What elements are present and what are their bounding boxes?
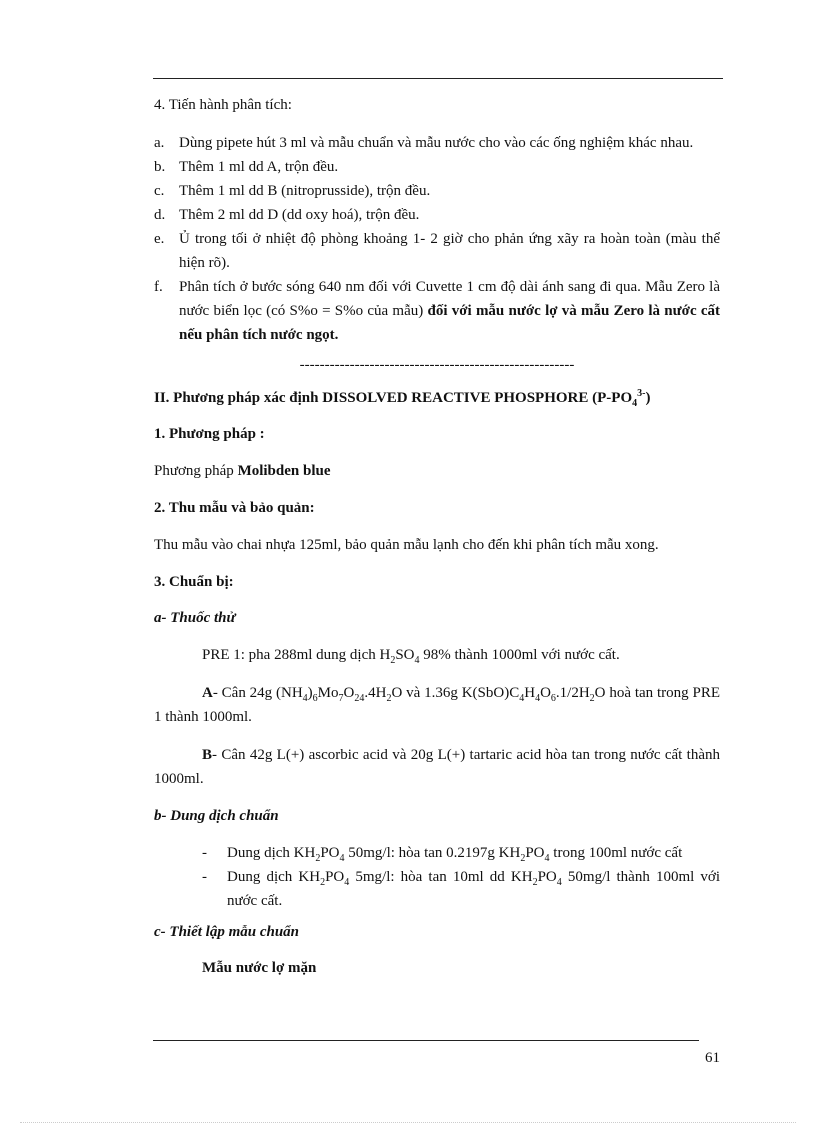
step-f: f. Phân tích ở bước sóng 640 nm đối với Cuvette 1 cm độ dài ánh sang đi qua. Mẫu Zero là nước biển lọc (có S%o = S%o của mẫu) đối với mẫu nước lợ và mẫu Zero là nước cất nếu phân tích nước ngọt. (154, 279, 720, 343)
page-number: 61 (705, 1050, 720, 1066)
step-e: e. Ủ trong tối ở nhiệt độ phòng khoảng 1- 2 giờ cho phản ứng xãy ra hoàn toàn (màu thể hiện rõ). (154, 231, 720, 271)
step-b: b. Thêm 1 ml dd A, trộn đều. (154, 159, 339, 175)
sampling-heading: 2. Thu mẫu và bảo quản: (154, 500, 315, 516)
standard-solution-heading: b- Dung dịch chuẩn (154, 808, 279, 824)
standard-solutions (202, 841, 720, 913)
standard-5mg: - Dung dịch $KH_2PO_4$ 5mg/l: hòa tan 10ml dd $KH_2PO_4$ 50mg/l thành 100ml với nước cất. (202, 869, 721, 909)
reagent-heading: a- Thuốc thử (154, 610, 236, 626)
standard-50mg: - Dung dịch $KH_2PO_4$ 50mg/l: hòa tan 0.2197g $KH_2PO_4$ trong 100ml nước cất (202, 845, 683, 864)
reagent-a: A- Cân 24g $(NH_4)_6Mo_7O_{24}.4H_2O$ và 1.36g $K(SbO)C_4H_4O_6.1/2H_2O$ hoà tan trong PRE 1 thành 1000ml. (154, 685, 720, 725)
standard-setup-heading: c- Thiết lập mẫu chuẩn (154, 924, 300, 940)
method-heading: 1. Phương pháp : (154, 426, 265, 442)
step-a: a. Dùng pipete hút 3 ml và mẫu chuẩn và mẫu nước cho vào các ống nghiệm khác nhau. (154, 135, 694, 151)
sampling-text: Thu mẫu vào chai nhựa 125ml, bảo quản mẫu lạnh cho đến khi phân tích mẫu xong. (154, 537, 659, 553)
page-content (154, 93, 720, 993)
preparation-heading: 3. Chuẩn bị: (154, 574, 234, 590)
step-d: d. Thêm 2 ml dd D (dd oxy hoá), trộn đều. (154, 207, 420, 223)
section-2-title: II. Phương pháp xác định DISSOLVED REACTIVE PHOSPHORE $(P-PO_4^{3-})$ (154, 388, 651, 409)
analysis-steps (154, 131, 720, 347)
method-text: Phương pháp Molibden blue (154, 463, 331, 479)
section-4-heading: 4. Tiến hành phân tích: (154, 97, 292, 113)
brackish-sample-heading: Mẫu nước lợ mặn (202, 960, 317, 976)
footer-rule (153, 1040, 699, 1041)
header-rule (153, 78, 723, 79)
reagent-b: B- Cân 42g L(+) ascorbic acid và 20g L(+) tartaric acid hòa tan trong nước cất thành 1000ml. (154, 747, 720, 787)
section-separator: ------------------------------------------------------- (299, 357, 575, 373)
reagent-pre1: PRE 1: pha 288ml dung dịch $H_2SO_4$ 98% thành 1000ml với nước cất. (202, 647, 620, 666)
step-c: c. Thêm 1 ml dd B (nitroprusside), trộn đều. (154, 183, 431, 199)
